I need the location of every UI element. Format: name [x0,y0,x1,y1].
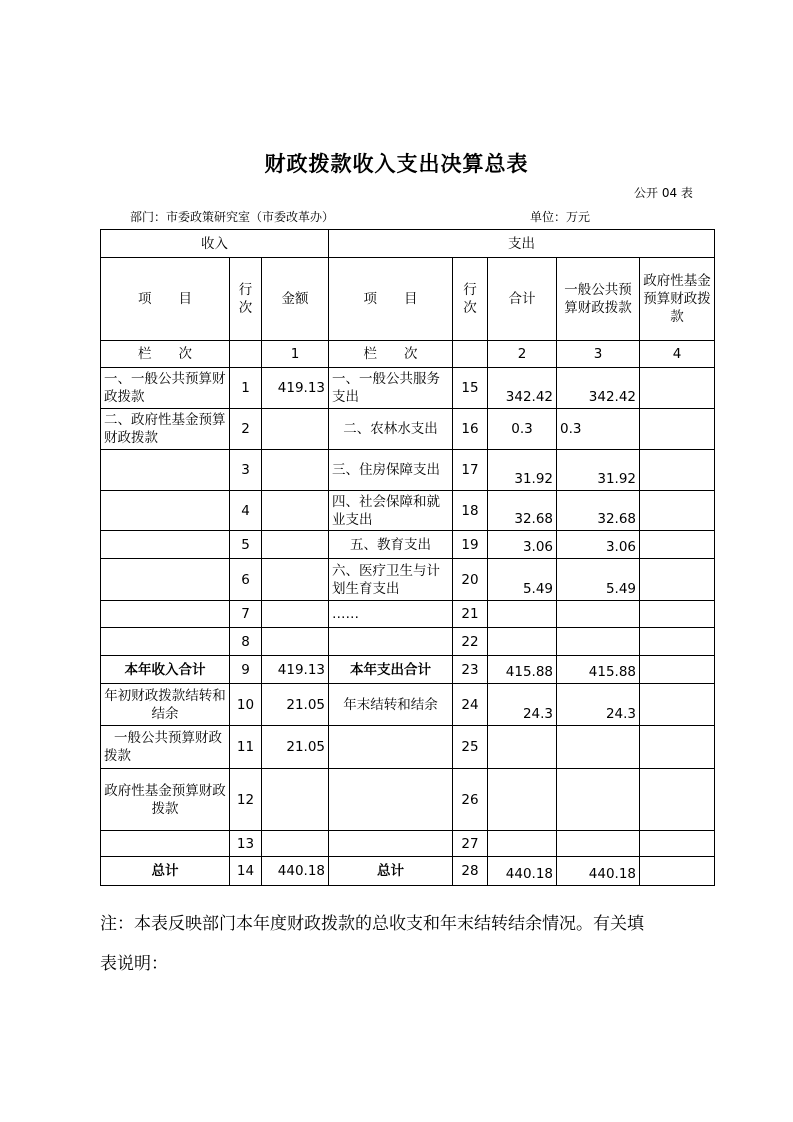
expense-general-cell [557,769,640,831]
income-line-number-cell: 10 [230,684,262,726]
expense-line-number-cell: 23 [453,656,488,684]
expense-total-cell: 0.3 [488,409,557,450]
expense-fund-cell [640,531,715,559]
expense-general-cell [557,601,640,628]
table-row [101,491,715,531]
fiscal-allocation-table [100,229,715,886]
expense-general-cell: 32.68 [557,491,640,531]
table-row [101,656,715,684]
expense-general-cell [557,726,640,769]
table-row [101,409,715,450]
expense-total-cell: 415.88 [488,656,557,684]
expense-line-header [453,258,488,341]
income-column-number: 1 [262,341,329,368]
income-item-cell: 一、一般公共预算财政拨款 [101,368,230,409]
expense-general-cell: 415.88 [557,656,640,684]
expense-column-number-2: 3 [557,341,640,368]
expense-item-header: 项 目 [329,258,453,341]
expense-total-cell: 342.42 [488,368,557,409]
expense-item-cell: 本年支出合计 [329,656,453,684]
income-amount-cell [262,531,329,559]
income-item-cell: 年初财政拨款结转和结余 [101,684,230,726]
expense-total-cell [488,628,557,656]
expense-fund-cell [640,831,715,857]
expense-total-cell [488,726,557,769]
table-row [101,857,715,886]
expense-total-header: 合计 [488,258,557,341]
expense-column-number-1: 2 [488,341,557,368]
line-no-label: 行 次 [238,282,253,316]
table-row [101,831,715,857]
expense-item-cell: 总计 [329,857,453,886]
expense-line-number-cell: 18 [453,491,488,531]
income-amount-cell: 21.05 [262,726,329,769]
header-row-sections [101,230,715,258]
expense-fund-cell [640,491,715,531]
income-line-header [230,258,262,341]
table-note [100,904,700,984]
expense-line-number-cell: 27 [453,831,488,857]
expense-fund-cell [640,368,715,409]
expense-total-cell: 32.68 [488,491,557,531]
income-line-number-cell: 9 [230,656,262,684]
expense-item-cell [329,769,453,831]
income-item-cell: 一般公共预算财政拨款 [101,726,230,769]
note-line-1: 注：本表反映部门本年度财政拨款的总收支和年末结转结余情况。有关填 [100,914,644,934]
expense-fund-cell [640,726,715,769]
income-item-cell [101,831,230,857]
expense-line-number-cell: 24 [453,684,488,726]
expense-fund-cell [640,684,715,726]
expense-total-cell: 24.3 [488,684,557,726]
expense-general-cell: 31.92 [557,450,640,491]
expense-line-number-cell: 21 [453,601,488,628]
expense-item-cell [329,831,453,857]
income-item-cell: 本年收入合计 [101,656,230,684]
table-row [101,769,715,831]
expense-general-cell: 440.18 [557,857,640,886]
expense-fund-header: 政府性基金预算财政拨款 [640,258,715,341]
expense-fund-cell [640,857,715,886]
income-line-number-cell: 13 [230,831,262,857]
expense-total-cell: 5.49 [488,559,557,601]
table-row [101,684,715,726]
income-item-cell [101,531,230,559]
income-item-cell: 政府性基金预算财政拨款 [101,769,230,831]
income-amount-cell: 419.13 [262,368,329,409]
expense-general-cell: 0.3 [557,409,640,450]
table-row [101,726,715,769]
expense-line-number-cell: 20 [453,559,488,601]
column-number-row [101,341,715,368]
expense-item-cell: …… [329,601,453,628]
expense-general-cell [557,628,640,656]
expense-column-number-3: 4 [640,341,715,368]
column-label: 栏 次 [329,341,453,368]
expense-item-cell: 五、教育支出 [329,531,453,559]
table-row [101,450,715,491]
income-line-number-cell: 12 [230,769,262,831]
expense-item-cell: 年末结转和结余 [329,684,453,726]
department-label: 部门：市委政策研究室（市委改革办） [130,210,335,224]
expense-item-cell: 三、住房保障支出 [329,450,453,491]
expense-item-cell [329,628,453,656]
expense-item-cell [329,726,453,769]
expense-line-number-cell: 28 [453,857,488,886]
table-row [101,601,715,628]
expense-fund-cell [640,559,715,601]
table-row [101,559,715,601]
expense-item-cell: 一、一般公共服务支出 [329,368,453,409]
column-label: 栏 次 [101,341,230,368]
income-item-cell [101,559,230,601]
income-line-number-cell: 1 [230,368,262,409]
income-amount-cell [262,559,329,601]
income-amount-cell: 440.18 [262,857,329,886]
income-amount-cell: 21.05 [262,684,329,726]
income-amount-cell [262,601,329,628]
income-amount-cell: 419.13 [262,656,329,684]
income-section-header: 收入 [101,230,329,258]
header-row-columns [101,258,715,341]
form-number: 公开 04 表 [634,186,693,200]
expense-total-cell [488,601,557,628]
expense-general-cell: 5.49 [557,559,640,601]
income-item-cell [101,491,230,531]
income-item-cell [101,628,230,656]
expense-line-number-cell: 15 [453,368,488,409]
expense-fund-cell [640,409,715,450]
income-line-number-cell: 11 [230,726,262,769]
income-item-cell [101,450,230,491]
income-line-number-cell: 2 [230,409,262,450]
income-line-number-cell: 4 [230,491,262,531]
income-item-cell [101,601,230,628]
empty-cell [230,341,262,368]
expense-total-cell [488,831,557,857]
expense-general-cell: 24.3 [557,684,640,726]
income-amount-cell [262,628,329,656]
expense-line-number-cell: 17 [453,450,488,491]
expense-fund-cell [640,656,715,684]
expense-fund-cell [640,628,715,656]
report-title: 财政拨款收入支出决算总表 [264,151,529,176]
table-row [101,368,715,409]
expense-general-cell: 342.42 [557,368,640,409]
income-amount-cell [262,450,329,491]
expense-item-cell: 二、农林水支出 [329,409,453,450]
note-line-2: 表说明： [100,954,168,974]
income-line-number-cell: 7 [230,601,262,628]
expense-general-cell [557,831,640,857]
expense-general-cell: 3.06 [557,531,640,559]
income-line-number-cell: 3 [230,450,262,491]
expense-total-cell: 3.06 [488,531,557,559]
table-row [101,628,715,656]
unit-label: 单位：万元 [530,210,591,224]
expense-item-cell: 四、社会保障和就业支出 [329,491,453,531]
income-item-cell: 二、政府性基金预算财政拨款 [101,409,230,450]
income-line-number-cell: 5 [230,531,262,559]
income-line-number-cell: 6 [230,559,262,601]
table-row [101,531,715,559]
income-item-header: 项 目 [101,258,230,341]
expense-total-cell: 440.18 [488,857,557,886]
expense-fund-cell [640,601,715,628]
empty-cell [453,341,488,368]
income-line-number-cell: 14 [230,857,262,886]
expense-item-cell: 六、医疗卫生与计划生育支出 [329,559,453,601]
expense-line-number-cell: 26 [453,769,488,831]
expense-line-number-cell: 16 [453,409,488,450]
expense-line-number-cell: 22 [453,628,488,656]
expense-total-cell: 31.92 [488,450,557,491]
expense-fund-cell [640,450,715,491]
expense-fund-cell [640,769,715,831]
income-amount-header: 金额 [262,258,329,341]
income-amount-cell [262,769,329,831]
line-no-label: 行 次 [463,282,477,316]
expense-line-number-cell: 19 [453,531,488,559]
expense-total-cell [488,769,557,831]
expense-section-header: 支出 [329,230,715,258]
expense-general-header: 一般公共预算财政拨款 [557,258,640,341]
income-amount-cell [262,831,329,857]
income-amount-cell [262,409,329,450]
income-amount-cell [262,491,329,531]
income-item-cell: 总计 [101,857,230,886]
expense-line-number-cell: 25 [453,726,488,769]
income-line-number-cell: 8 [230,628,262,656]
